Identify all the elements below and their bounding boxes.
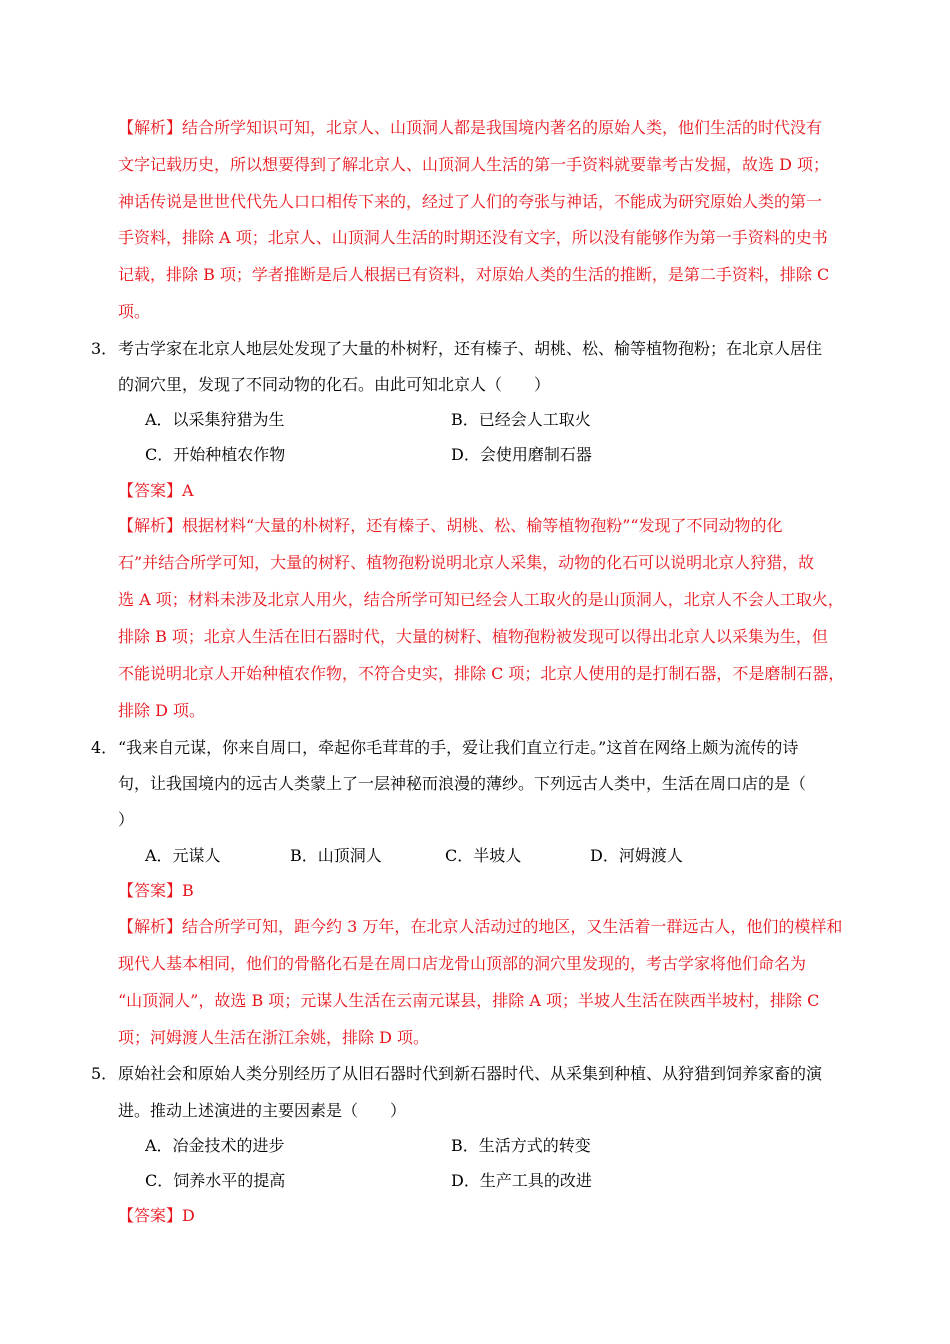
q3-analysis-line-1: 【解析】根据材料“大量的朴树籽，还有榛子、胡桃、松、榆等植物孢粉”“发现了不同动物的化 (118, 516, 783, 535)
q4-analysis-line-3: “山顶洞人”，故选 B 项；元谋人生活在云南元谋县，排除 A 项；半坡人生活在陕西半坡村，排除 C (118, 991, 820, 1010)
q5-stem-line-1: 原始社会和原始人类分别经历了从旧石器时代到新石器时代、从采集到种植、从狩猎到饲养家畜的演 (118, 1064, 823, 1083)
q5-stem-line-2: 进。推动上述演进的主要因素是（ ） (118, 1101, 407, 1120)
q3-answer-value: A (182, 481, 194, 500)
q3-analysis-line-2: 石”并结合所学可知，大量的树籽、植物孢粉说明北京人采集，动物的化石可以说明北京人狩猎，故 (118, 553, 815, 572)
q4-stem-line-1: “我来自元谋，你来自周口，牵起你毛茸茸的手，爱让我们直立行走。”这首在网络上颇为流传的诗 (118, 738, 799, 757)
q4-analysis-label: 【解析】 (118, 917, 183, 936)
q3-number: 3． (91, 339, 118, 358)
q3-answer (118, 481, 194, 501)
q3-analysis-line-4: 排除 B 项；北京人生活在旧石器时代，大量的树籽、植物孢粉被发现可以得出北京人以采集为生，但 (118, 627, 828, 646)
q2-analysis-line-5: 记载，排除 B 项；学者推断是后人根据已有资料，对原始人类的生活的推断，是第二手资料，排除 C (118, 265, 830, 284)
q5-option-b: B．生活方式的转变 (451, 1136, 591, 1155)
q4-answer-value: B (182, 881, 194, 900)
q3-stem-line-2: 的洞穴里，发现了不同动物的化石。由此可知北京人（ ） (118, 375, 551, 394)
q2-analysis-label: 【解析】 (118, 118, 183, 137)
q3-analysis-line-3: 选 A 项；材料未涉及北京人用火，结合所学可知已经会人工取火的是山顶洞人，北京人不会人工取火， (118, 590, 844, 609)
q4-analysis-line-4: 项；河姆渡人生活在浙江余姚，排除 D 项。 (118, 1028, 430, 1047)
q3-stem-line-1: 考古学家在北京人地层处发现了大量的朴树籽，还有榛子、胡桃、松、榆等植物孢粉；在北京人居住 (118, 339, 823, 358)
q3-option-a: A．以采集狩猎为生 (145, 410, 285, 429)
q3-option-d: D．会使用磨制石器 (451, 445, 592, 464)
q5-answer-value: D (182, 1206, 195, 1225)
q5-option-a: A．冶金技术的进步 (145, 1136, 285, 1155)
q5-answer-label: 【答案】 (118, 1206, 183, 1225)
q5-option-d: D．生产工具的改进 (451, 1171, 592, 1190)
q3-analysis-line-6: 排除 D 项。 (118, 701, 206, 720)
q4-analysis-line-2: 现代人基本相同，他们的骨骼化石是在周口店龙骨山顶部的洞穴里发现的，考古学家将他们命名为 (118, 954, 807, 973)
q4-option-a: A．元谋人 (145, 846, 221, 865)
q4-answer-label: 【答案】 (118, 881, 183, 900)
q3-analysis-line-5: 不能说明北京人开始种植农作物，不符合史实，排除 C 项；北京人使用的是打制石器，不是磨制石器， (118, 664, 845, 683)
q2-analysis-line-3: 神话传说是世世代代先人口口相传下来的，经过了人们的夸张与神话，不能成为研究原始人类的第一 (118, 192, 823, 211)
q4-option-c: C．半坡人 (445, 846, 522, 865)
q5-answer (118, 1206, 195, 1226)
q2-analysis-line-2: 文字记载历史，所以想要得到了解北京人、山顶洞人生活的第一手资料就要靠考古发掘，故选 D 项； (118, 155, 830, 174)
q3-option-b: B．已经会人工取火 (451, 410, 591, 429)
q2-analysis-line-6: 项。 (118, 302, 151, 321)
q4-stem-line-2: 句，让我国境内的远古人类蒙上了一层神秘而浪漫的薄纱。下列远古人类中，生活在周口店的是（ (118, 774, 807, 793)
q4-number: 4． (91, 738, 118, 757)
q4-answer (118, 881, 194, 901)
q4-option-b: B．山顶洞人 (290, 846, 382, 865)
q4-option-d: D．河姆渡人 (590, 846, 683, 865)
q5-option-c: C．饲养水平的提高 (145, 1171, 286, 1190)
q5-number: 5． (91, 1064, 118, 1083)
q3-option-c: C．开始种植农作物 (145, 445, 286, 464)
q3-analysis-label: 【解析】 (118, 516, 183, 535)
q3-answer-label: 【答案】 (118, 481, 183, 500)
q4-stem-line-3: ） (118, 810, 135, 829)
q4-analysis-line-1: 【解析】结合所学可知，距今约 3 万年，在北京人活动过的地区，又生活着一群远古人，他们的模样和 (118, 917, 843, 936)
q2-analysis-line-4: 手资料，排除 A 项；北京人、山顶洞人生活的时期还没有文字，所以没有能够作为第一手资料的史书 (118, 228, 828, 247)
q2-analysis-line-1: 【解析】结合所学知识可知，北京人、山顶洞人都是我国境内著名的原始人类，他们生活的时代没有 (118, 118, 823, 137)
